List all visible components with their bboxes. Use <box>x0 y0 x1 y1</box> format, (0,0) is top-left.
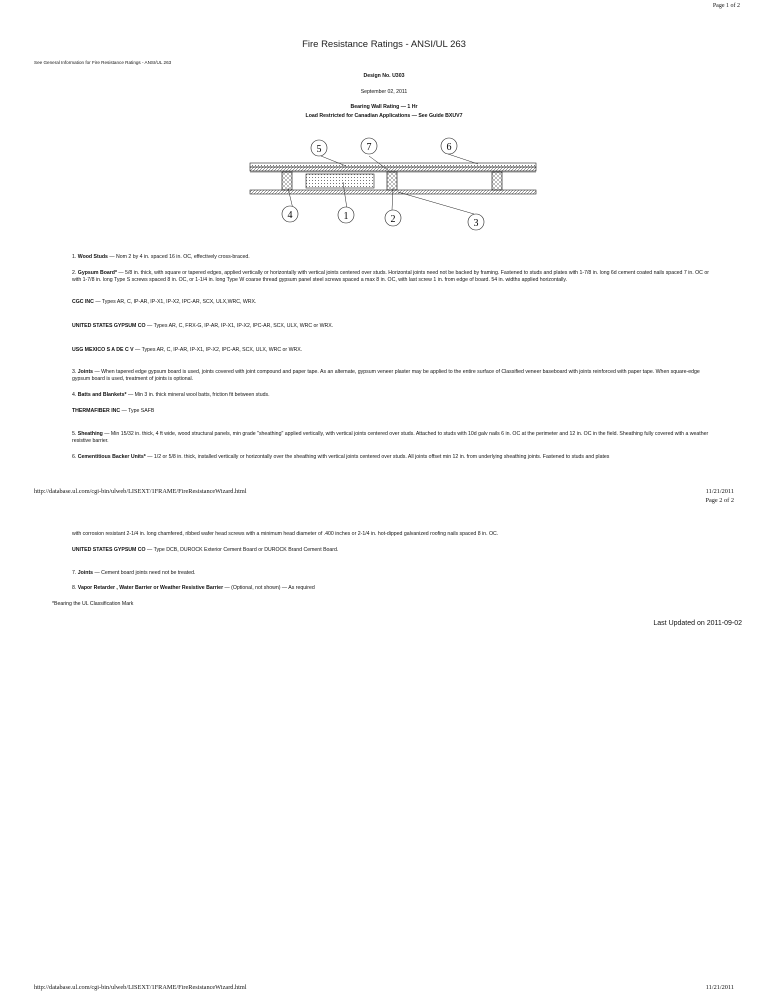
last-updated: Last Updated on 2011-09-02 <box>653 620 742 627</box>
footer-url[interactable]: http://database.ul.com/cgi-bin/ulweb/LISEXT/1FRAME/FireResistanceWizard.html <box>34 984 247 991</box>
callout-3 <box>468 214 484 230</box>
svg-text:1: 1 <box>343 211 349 222</box>
item-joints: 3. Joints — When tapered edge gypsum board is used, joints covered with joint compound and paper tape. As an alternate, gypsum veneer plaster may be applied to the entire surface of Classified veneer baseboard with joints reinforced with paper tape. When square-edge gypsum board is used, treatment of joints is optional. <box>72 369 700 382</box>
item-gypsum-board: 2. Gypsum Board* — 5/8 in. thick, with square or tapered edges, applied vertically or horizontally with vertical joints centered over studs. Horizontal joints need not be backed by framing. Fastened to studs and plates with 1-7/8 in. long 6d cement coated nails spaced 7 in. OC or with 1-7/8 in. long Type S screws spaced 8 in. OC, or 1-1/4 in. long Type W coarse thread gypsum panel steel screws spaced a max 8 in. OC, with last screw 1 in. from edge of board. 54 in. widths applied horizontally. <box>72 270 709 283</box>
sheathing-layer <box>250 167 536 171</box>
item-joints-cement: 7. Joints — Cement board joints need not be treated. <box>72 570 196 576</box>
design-date: September 02, 2011 <box>360 89 408 95</box>
footer-url[interactable]: http://database.ul.com/cgi-bin/ulweb/LISEXT/1FRAME/FireResistanceWizard.html <box>34 488 247 495</box>
load-restriction-note: Load Restricted for Canadian Applications — See Guide BXUV7 <box>305 113 463 119</box>
svg-text:3: 3 <box>473 218 479 229</box>
item-sheathing: 5. Sheathing — Min 15/32 in. thick, 4 ft wide, wood structural panels, min grade "sheathing" applied vertically, with vertical joints centered over studs. Attached to studs with 10d galv nails 6 in. OC at the perimeter and 12 in. OC in the field. Sheathing fully covered with a weather resistive barrier. <box>72 431 709 444</box>
page-number-label: Page 2 of 2 <box>705 497 734 504</box>
callout-5 <box>311 140 327 156</box>
manufacturer-thermafiber: THERMAFIBER INC — Type SAFB <box>72 408 155 414</box>
wall-assembly-diagram <box>248 134 538 234</box>
item-batts-blankets: 4. Batts and Blankets* — Min 3 in. thick mineral wool batts, friction fit between studs. <box>72 392 270 398</box>
item-wood-studs: 1. Wood Studs — Nom 2 by 4 in. spaced 16 in. OC, effectively cross-braced. <box>72 254 250 260</box>
classification-mark-note: *Bearing the UL Classification Mark <box>52 601 134 607</box>
manufacturer-usg-page2: UNITED STATES GYPSUM CO — Type DCB, DUROCK Exterior Cement Board or DUROCK Brand Cement Board. <box>72 547 339 553</box>
svg-text:7: 7 <box>366 142 372 153</box>
callout-6 <box>441 138 457 154</box>
page-number-label: Page 1 of 2 <box>712 3 740 9</box>
manufacturer-usg: UNITED STATES GYPSUM CO — Types AR, C, FRX-G, IP-AR, IP-X1, IP-X2, IPC-AR, SCX, ULX, WRC or WRX. <box>72 323 334 329</box>
callout-4 <box>282 206 298 222</box>
svg-text:5: 5 <box>316 144 322 155</box>
item-cementitious-backer: 6. Cementitious Backer Units* — 1/2 or 5/8 in. thick, installed vertically or horizontally over the sheathing with vertical joints centered over studs. All joints offset min 12 in. from underlying sheathing joints. Fastened to studs and plates <box>72 454 610 460</box>
svg-text:2: 2 <box>390 214 396 225</box>
footer-date: 11/21/2011 <box>705 984 734 991</box>
item-vapor-retarder: 8. Vapor Retarder , Water Barrier or Weather Resistive Barrier — (Optional, not shown) — As required <box>72 585 315 591</box>
manufacturer-cgc: CGC INC — Types AR, C, IP-AR, IP-X1, IP-X2, IPC-AR, SCX, ULX,WRC, WRX. <box>72 299 257 305</box>
footer-date: 11/21/2011 <box>705 488 734 495</box>
callout-2 <box>385 210 401 226</box>
svg-text:4: 4 <box>287 210 293 221</box>
item-cementitious-backer-continued: with corrosion resistant 2-1/4 in. long chamfered, ribbed wafer head screws with a minimum head diameter of .400 inches or 2-1/4 in. hot-dipped galvanized roofing nails spaced 8 in. OC. <box>72 531 499 537</box>
page-title: Fire Resistance Ratings - ANSI/UL 263 <box>302 39 466 50</box>
manufacturer-usg-mexico: USG MEXICO S A DE C V — Types AR, C, IP-AR, IP-X1, IP-X2, IPC-AR, SCX, ULX, WRC or WRX. <box>72 347 303 353</box>
insulation-batt <box>306 174 374 188</box>
wood-stud <box>282 172 292 190</box>
callout-7 <box>361 138 377 154</box>
general-info-link[interactable]: See General Information for Fire Resistance Ratings - ANSI/UL 263 <box>34 60 172 65</box>
backer-unit-layer <box>250 163 536 167</box>
svg-text:6: 6 <box>446 142 452 153</box>
bearing-wall-rating: Bearing Wall Rating — 1 Hr <box>350 104 418 110</box>
wood-stud <box>492 172 502 190</box>
callout-1 <box>338 207 354 223</box>
wood-stud <box>387 172 397 190</box>
design-number: Design No. U303 <box>363 73 405 79</box>
